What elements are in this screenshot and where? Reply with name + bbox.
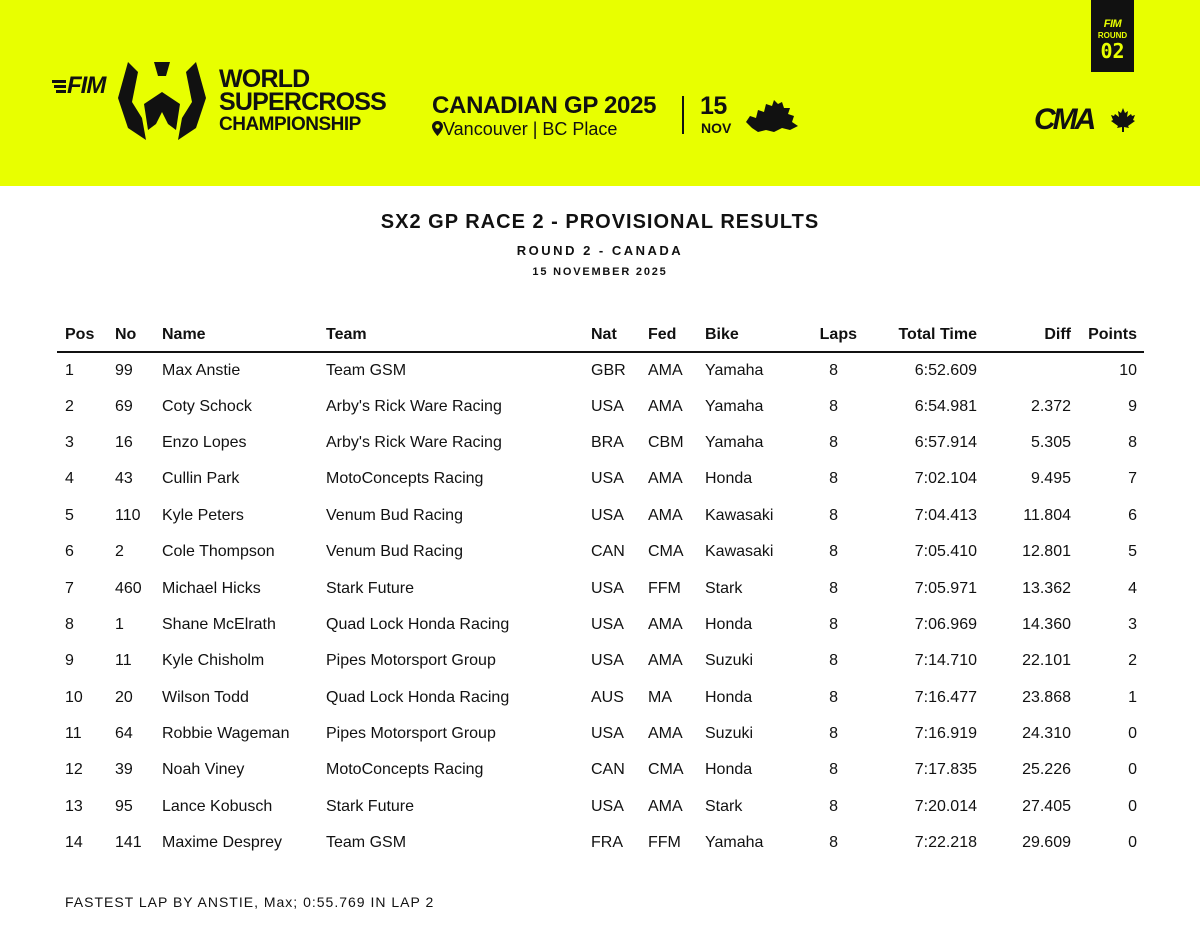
round-badge-label: ROUND [1097, 31, 1128, 40]
cell-bike: Honda [705, 470, 753, 488]
cell-points: 5 [1128, 543, 1137, 561]
cell-name: Noah Viney [162, 761, 245, 779]
cell-nat: USA [591, 470, 624, 488]
cell-diff: 22.101 [1022, 652, 1071, 670]
cell-pos: 8 [65, 615, 74, 633]
col-laps: Laps [797, 318, 857, 352]
cell-nat: USA [591, 506, 624, 524]
cell-laps: 8 [829, 652, 838, 670]
cell-total-time: 7:06.969 [914, 615, 977, 633]
cell-pos: 11 [65, 725, 82, 743]
cell-no: 1 [115, 615, 124, 633]
cell-nat: USA [591, 579, 624, 597]
canada-map-icon [744, 96, 800, 136]
cell-fed: MA [648, 688, 672, 706]
cell-pos: 6 [65, 543, 74, 561]
table-row [57, 425, 1144, 461]
cell-total-time: 7:04.413 [914, 506, 977, 524]
cell-total-time: 7:17.835 [914, 761, 977, 779]
cell-no: 43 [115, 470, 133, 488]
cell-total-time: 6:57.914 [914, 433, 977, 451]
col-nat: Nat [591, 318, 648, 352]
cell-points: 0 [1128, 834, 1137, 852]
cell-pos: 9 [65, 652, 74, 670]
cell-no: 69 [115, 397, 133, 415]
cell-fed: CMA [648, 761, 684, 779]
cell-no: 95 [115, 797, 133, 815]
cell-diff: 13.362 [1022, 579, 1071, 597]
cell-pos: 7 [65, 579, 74, 597]
cell-fed: FFM [648, 579, 681, 597]
table-row [57, 716, 1144, 752]
cell-fed: AMA [648, 797, 683, 815]
header-banner [0, 0, 1200, 186]
event-date-day: 15 [700, 92, 727, 120]
col-pos: Pos [57, 318, 115, 352]
round-badge [1091, 0, 1134, 72]
cell-total-time: 7:05.410 [914, 543, 977, 561]
cell-team: Pipes Motorsport Group [326, 652, 496, 670]
fim-logo [52, 72, 105, 100]
cell-total-time: 7:16.919 [914, 725, 977, 743]
cell-bike: Suzuki [705, 725, 754, 743]
cell-total-time: 7:22.218 [914, 834, 977, 852]
cell-diff: 14.360 [1022, 615, 1071, 633]
cell-total-time: 6:54.981 [914, 397, 977, 415]
cell-bike: Stark [705, 579, 743, 597]
cell-nat: CAN [591, 543, 625, 561]
cell-team: Arby's Rick Ware Racing [326, 397, 502, 415]
cell-bike: Honda [705, 761, 753, 779]
cell-diff: 25.226 [1022, 761, 1071, 779]
cell-laps: 8 [829, 579, 838, 597]
cell-diff: 2.372 [1030, 397, 1071, 415]
cell-pos: 2 [65, 397, 74, 415]
cell-name: Maxime Desprey [162, 834, 283, 852]
cell-name: Coty Schock [162, 397, 252, 415]
cell-diff: 9.495 [1030, 470, 1071, 488]
table-row [57, 825, 1144, 861]
cell-team: Quad Lock Honda Racing [326, 688, 510, 706]
document-title: SX2 GP RACE 2 - PROVISIONAL RESULTS [380, 211, 820, 233]
cell-no: 16 [115, 433, 133, 451]
cell-no: 99 [115, 361, 133, 379]
cell-points: 2 [1128, 652, 1137, 670]
cell-fed: AMA [648, 652, 683, 670]
cell-bike: Kawasaki [705, 543, 774, 561]
col-no: No [115, 318, 162, 352]
cell-bike: Yamaha [705, 433, 764, 451]
cell-name: Kyle Peters [162, 506, 244, 524]
cell-no: 141 [115, 834, 142, 852]
cell-nat: AUS [591, 688, 624, 706]
cell-diff: 5.305 [1030, 433, 1071, 451]
cell-total-time: 7:20.014 [914, 797, 977, 815]
results-table [57, 318, 1144, 861]
cell-fed: AMA [648, 397, 683, 415]
round-badge-number: 02 [1100, 39, 1125, 63]
cell-no: 460 [115, 579, 142, 597]
cell-diff: 12.801 [1022, 543, 1071, 561]
cell-laps: 8 [829, 834, 838, 852]
col-diff: Diff [977, 318, 1071, 352]
cell-pos: 5 [65, 506, 74, 524]
cell-fed: AMA [648, 470, 683, 488]
col-bike: Bike [705, 318, 797, 352]
cell-fed: AMA [648, 615, 683, 633]
cell-pos: 12 [65, 761, 83, 779]
table-row [57, 680, 1144, 716]
cell-fed: CBM [648, 433, 684, 451]
cell-nat: GBR [591, 361, 626, 379]
col-name: Name [162, 318, 326, 352]
cell-fed: AMA [648, 506, 683, 524]
cell-name: Kyle Chisholm [162, 652, 265, 670]
wsx-emblem-icon [114, 58, 210, 144]
cell-team: Stark Future [326, 797, 415, 815]
cell-bike: Yamaha [705, 397, 764, 415]
cell-bike: Honda [705, 688, 753, 706]
table-header-row [57, 318, 1144, 352]
cell-laps: 8 [829, 397, 838, 415]
event-title: CANADIAN GP 2025 [432, 92, 657, 119]
cell-name: Wilson Todd [162, 688, 249, 706]
cell-no: 64 [115, 725, 133, 743]
col-fed: Fed [648, 318, 705, 352]
cell-diff: 29.609 [1022, 834, 1071, 852]
table-row [57, 352, 1144, 388]
fim-speed-lines-icon [52, 72, 66, 100]
cell-fed: FFM [648, 834, 681, 852]
cell-team: Team GSM [326, 361, 407, 379]
cell-points: 10 [1119, 361, 1137, 379]
cell-team: Stark Future [326, 579, 415, 597]
cell-nat: USA [591, 725, 624, 743]
col-total-time: Total Time [857, 318, 977, 352]
series-line-1: WORLD [219, 65, 310, 93]
cell-laps: 8 [829, 797, 838, 815]
cell-name: Shane McElrath [162, 615, 276, 633]
cell-pos: 13 [65, 797, 83, 815]
cell-bike: Yamaha [705, 834, 764, 852]
cell-name: Enzo Lopes [162, 433, 247, 451]
cell-team: MotoConcepts Racing [326, 761, 484, 779]
cell-diff: 27.405 [1022, 797, 1071, 815]
results-body [57, 352, 1144, 861]
cell-bike: Honda [705, 615, 753, 633]
cell-name: Cole Thompson [162, 543, 275, 561]
col-points: Points [1071, 318, 1144, 352]
cell-laps: 8 [829, 361, 838, 379]
series-name [219, 65, 387, 136]
cell-total-time: 7:05.971 [914, 579, 977, 597]
cell-nat: BRA [591, 433, 624, 451]
table-row [57, 534, 1144, 570]
cell-nat: USA [591, 652, 624, 670]
cell-points: 9 [1128, 397, 1137, 415]
cell-name: Lance Kobusch [162, 797, 273, 815]
cell-no: 110 [115, 506, 141, 524]
cell-points: 6 [1128, 506, 1137, 524]
cell-points: 8 [1128, 433, 1137, 451]
cell-pos: 10 [65, 688, 83, 706]
cell-total-time: 7:02.104 [914, 470, 977, 488]
cell-laps: 8 [829, 688, 838, 706]
venue-line [432, 119, 617, 140]
cell-nat: FRA [591, 834, 623, 852]
cell-bike: Yamaha [705, 361, 764, 379]
document-subtitle: ROUND 2 - CANADA [516, 243, 684, 258]
table-row [57, 388, 1144, 424]
cell-bike: Suzuki [705, 652, 754, 670]
venue-text: Vancouver | BC Place [443, 119, 618, 139]
cell-points: 0 [1128, 797, 1137, 815]
cell-fed: AMA [648, 361, 683, 379]
cell-points: 7 [1128, 470, 1137, 488]
cell-laps: 8 [829, 433, 838, 451]
table-row [57, 570, 1144, 606]
cell-laps: 8 [829, 615, 838, 633]
document-date: 15 NOVEMBER 2025 [532, 266, 668, 278]
cell-diff [977, 352, 1071, 388]
cell-nat: USA [591, 397, 624, 415]
cell-team: Venum Bud Racing [326, 543, 463, 561]
table-row [57, 498, 1144, 534]
table-row [57, 461, 1144, 497]
cell-nat: USA [591, 797, 624, 815]
cell-points: 0 [1128, 761, 1137, 779]
cell-points: 0 [1128, 725, 1137, 743]
cell-laps: 8 [829, 543, 838, 561]
cell-no: 2 [115, 543, 124, 561]
cell-points: 4 [1128, 579, 1137, 597]
fastest-lap-note: FASTEST LAP BY ANSTIE, Max; 0:55.769 IN LAP 2 [65, 894, 435, 910]
cell-no: 11 [115, 652, 132, 670]
cell-name: Max Anstie [162, 361, 241, 379]
cell-total-time: 7:16.477 [914, 688, 977, 706]
cell-total-time: 6:52.609 [914, 361, 977, 379]
header-divider [682, 96, 684, 134]
cell-laps: 8 [829, 470, 838, 488]
col-team: Team [326, 318, 591, 352]
round-badge-brand: FIM [1103, 18, 1122, 30]
cell-nat: CAN [591, 761, 625, 779]
cell-name: Michael Hicks [162, 579, 261, 597]
series-line-2: SUPERCROSS [219, 88, 387, 116]
cell-bike: Stark [705, 797, 743, 815]
cell-pos: 14 [65, 834, 83, 852]
table-row [57, 643, 1144, 679]
cell-laps: 8 [829, 761, 838, 779]
table-row [57, 607, 1144, 643]
cell-team: Pipes Motorsport Group [326, 725, 496, 743]
cell-name: Robbie Wageman [162, 725, 290, 743]
cell-diff: 23.868 [1022, 688, 1071, 706]
event-date-month: NOV [701, 120, 732, 136]
cell-laps: 8 [829, 725, 838, 743]
cell-pos: 1 [65, 361, 74, 379]
cell-nat: USA [591, 615, 624, 633]
cma-logo: CMA [1034, 103, 1094, 136]
cell-no: 20 [115, 688, 133, 706]
cell-diff: 24.310 [1022, 725, 1071, 743]
cell-pos: 4 [65, 470, 74, 488]
cell-bike: Kawasaki [705, 506, 774, 524]
maple-leaf-icon [1110, 107, 1136, 133]
cell-team: Team GSM [326, 834, 407, 852]
cell-pos: 3 [65, 433, 74, 451]
cell-team: Venum Bud Racing [326, 506, 463, 524]
cell-total-time: 7:14.710 [914, 652, 977, 670]
table-row [57, 789, 1144, 825]
cell-fed: AMA [648, 725, 683, 743]
cell-no: 39 [115, 761, 133, 779]
table-row [57, 752, 1144, 788]
cell-points: 1 [1128, 688, 1137, 706]
cell-team: Arby's Rick Ware Racing [326, 433, 502, 451]
location-pin-icon [432, 121, 443, 136]
cell-team: MotoConcepts Racing [326, 470, 484, 488]
cell-laps: 8 [829, 506, 838, 524]
cell-points: 3 [1128, 615, 1137, 633]
cell-diff: 11.804 [1023, 506, 1071, 524]
cell-team: Quad Lock Honda Racing [326, 615, 510, 633]
series-line-3: CHAMPIONSHIP [219, 114, 361, 135]
fim-logo-text: FIM [67, 72, 106, 99]
cell-fed: CMA [648, 543, 684, 561]
cell-name: Cullin Park [162, 470, 240, 488]
